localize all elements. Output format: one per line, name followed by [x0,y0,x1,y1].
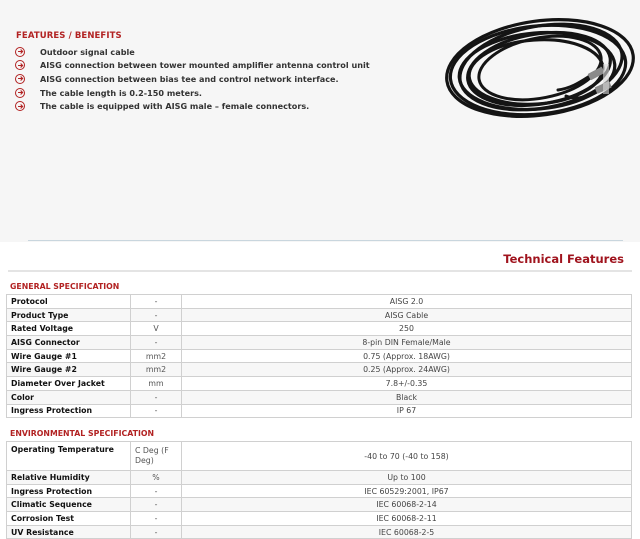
technical-features-rule [8,270,632,272]
unit-cell: - [131,484,182,498]
feature-item [15,59,370,73]
table-row [7,377,632,391]
param-cell: AISG Connector [7,336,131,350]
table-row [7,525,632,539]
param-cell: Relative Humidity [7,471,131,485]
features-panel [0,0,640,242]
section-divider [28,240,623,241]
feature-item [15,45,370,59]
features-title: FEATURES / BENEFITS [16,31,122,41]
unit-cell: mm2 [131,349,182,363]
environmental-spec-table [6,441,632,539]
environmental-spec-title: ENVIRONMENTAL SPECIFICATION [10,429,155,438]
value-cell: 0.75 (Approx. 18AWG) [182,349,632,363]
param-cell: Wire Gauge #2 [7,363,131,377]
general-spec-title: GENERAL SPECIFICATION [10,282,120,291]
table-row [7,295,632,309]
value-cell: 7.8+/-0.35 [182,377,632,391]
param-cell: Corrosion Test [7,512,131,526]
param-cell: Color [7,390,131,404]
table-row [7,390,632,404]
unit-cell: C Deg (F Deg) [131,442,182,471]
value-cell: IEC 60068-2-11 [182,512,632,526]
value-cell: 8-pin DIN Female/Male [182,336,632,350]
unit-cell: - [131,295,182,309]
features-list [15,45,370,113]
table-row [7,308,632,322]
unit-cell: - [131,404,182,418]
circle-arrow-right-icon [15,88,25,98]
feature-text: The cable length is 0.2-150 meters. [40,87,202,98]
table-row [7,498,632,512]
table-row [7,336,632,350]
feature-text: AISG connection between bias tee and control network interface. [40,73,339,84]
table-row [7,512,632,526]
param-cell: Ingress Protection [7,484,131,498]
unit-cell: % [131,471,182,485]
value-cell: AISG 2.0 [182,295,632,309]
table-row [7,442,632,471]
unit-cell: - [131,498,182,512]
value-cell: AISG Cable [182,308,632,322]
general-spec-table [6,294,632,418]
unit-cell: - [131,336,182,350]
technical-features-title: Technical Features [503,252,624,266]
circle-arrow-right-icon [15,101,25,111]
value-cell: IEC 60068-2-5 [182,525,632,539]
unit-cell: - [131,308,182,322]
feature-item [15,86,370,100]
circle-arrow-right-icon [15,74,25,84]
param-cell: Climatic Sequence [7,498,131,512]
param-cell: Operating Temperature [7,442,131,471]
unit-cell: - [131,390,182,404]
param-cell: Wire Gauge #1 [7,349,131,363]
param-cell: UV Resistance [7,525,131,539]
param-cell: Protocol [7,295,131,309]
value-cell: IEC 60068-2-14 [182,498,632,512]
feature-item [15,72,370,86]
table-row [7,471,632,485]
value-cell: 250 [182,322,632,336]
feature-text: AISG connection between tower mounted amplifier antenna control unit [40,60,370,71]
table-row [7,363,632,377]
value-cell: -40 to 70 (-40 to 158) [182,442,632,471]
value-cell: Up to 100 [182,471,632,485]
table-row [7,404,632,418]
value-cell: 0.25 (Approx. 24AWG) [182,363,632,377]
unit-cell: mm2 [131,363,182,377]
param-cell: Product Type [7,308,131,322]
table-row [7,349,632,363]
unit-cell: mm [131,377,182,391]
circle-arrow-right-icon [15,47,25,57]
param-cell: Rated Voltage [7,322,131,336]
table-row [7,484,632,498]
param-cell: Diameter Over Jacket [7,377,131,391]
value-cell: Black [182,390,632,404]
unit-cell: - [131,525,182,539]
circle-arrow-right-icon [15,60,25,70]
feature-text: Outdoor signal cable [40,46,135,57]
unit-cell: - [131,512,182,526]
value-cell: IP 67 [182,404,632,418]
table-row [7,322,632,336]
feature-text: The cable is equipped with AISG male – female connectors. [40,101,310,112]
param-cell: Ingress Protection [7,404,131,418]
value-cell: IEC 60529:2001, IP67 [182,484,632,498]
feature-item [15,99,370,113]
cable-coil-image [438,10,638,130]
unit-cell: V [131,322,182,336]
